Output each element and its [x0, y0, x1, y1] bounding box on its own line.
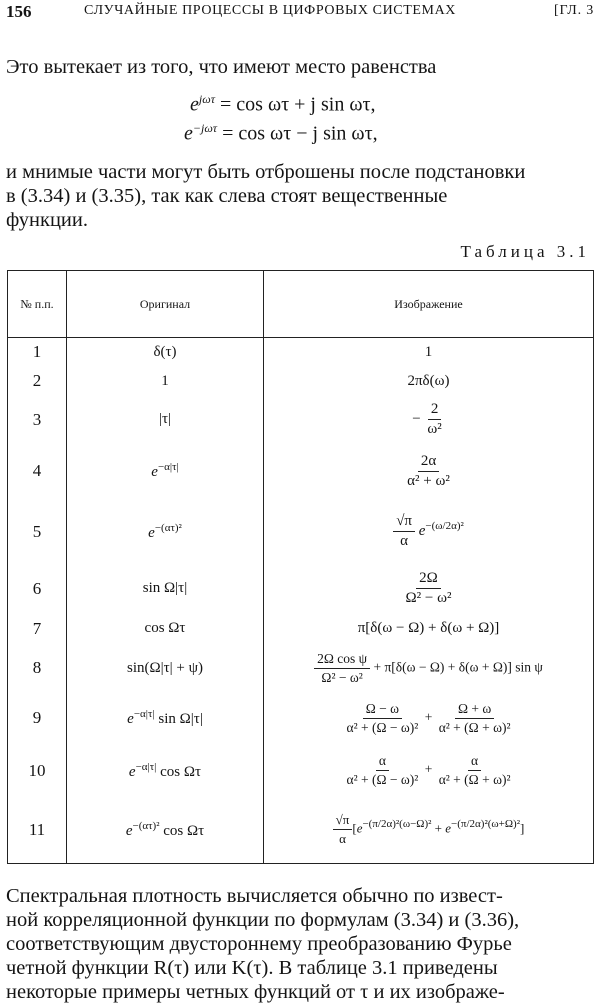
- p2-line-2: в (3.34) и (3.35), так как слева стоят вещественные: [6, 185, 448, 207]
- row-num: 4: [8, 444, 67, 498]
- running-title: СЛУЧАЙНЫЕ ПРОЦЕССЫ В ЦИФРОВЫХ СИСТЕМАХ: [84, 3, 457, 18]
- table-row: [8, 444, 594, 498]
- eq1-rhs: = cos ωτ + j sin ωτ,: [220, 93, 376, 116]
- row-original: sin Ω|τ|: [67, 565, 264, 613]
- header-image: Изображение: [264, 271, 594, 338]
- header-num: № п.п.: [8, 271, 67, 338]
- p2-line-3: функции.: [6, 209, 88, 231]
- row-original: sin(Ω|τ| + ψ): [67, 644, 264, 692]
- header-original: Оригинал: [67, 271, 264, 338]
- row-image: $\frac{√\pi}{\alpha}$ $[e^{-(\pi/2\alpha)^2(\omega-\Omega)^2} + e^{-(\pi/2\alpha)^2(\omega+\Omega)^2}]$: [264, 797, 594, 864]
- row-num: 8: [8, 644, 67, 692]
- eq1-exp: jωτ: [198, 92, 215, 106]
- row-original: $e^{-\alpha|\tau|}$: [67, 444, 264, 498]
- equation-1: [190, 92, 376, 117]
- row-num: 1: [8, 338, 67, 367]
- row-original: $e^{-\alpha|\tau|}$ sin Ω|τ|: [67, 692, 264, 744]
- eq1-base: e: [190, 93, 199, 116]
- row-original: 1: [67, 367, 264, 396]
- table-row: [8, 565, 594, 613]
- row-original: $e^{-(\alpha\tau)^2}$ cos Ωτ: [67, 797, 264, 864]
- chapter-label: [ГЛ. 3: [554, 3, 594, 18]
- p3-line-2: ной корреляционной функции по формулам (3.34) и (3.36),: [6, 909, 520, 931]
- row-image: $\frac{\text{2Ω cos ψ}}{\text{Ω² − ω²}}$ + π[δ(ω − Ω) + δ(ω + Ω)] sin ψ: [264, 644, 594, 692]
- row-num: 6: [8, 565, 67, 613]
- table-row: [8, 338, 594, 367]
- row-num: 3: [8, 396, 67, 444]
- table-row: [8, 498, 594, 565]
- p3-line-1: Спектральная плотность вычисляется обычно по извест-: [6, 885, 503, 907]
- row-original: $e^{-(\alpha\tau)^2}$: [67, 498, 264, 565]
- table-header-row: [8, 271, 594, 338]
- paragraph-3: [6, 884, 594, 1004]
- row-image: 2πδ(ω): [264, 367, 594, 396]
- row-original: |τ|: [67, 396, 264, 444]
- eq2-base: e: [184, 122, 193, 145]
- table-caption: Таблица 3.1: [460, 242, 590, 261]
- table-row: [8, 797, 594, 864]
- transform-table: [7, 270, 594, 864]
- p3-line-3: соответствующим двустороннему преобразованию Фурье: [6, 933, 512, 955]
- table-row: [8, 613, 594, 644]
- row-image: $\frac{\Omega - \omega}{\text{α² + (Ω − ω)²}}$ + $\frac{\Omega + \omega}{\text{α² + (Ω + ω)²}}$: [264, 692, 594, 744]
- row-original: $e^{-\alpha|\tau|}$ cos Ωτ: [67, 744, 264, 796]
- row-image: π[δ(ω − Ω) + δ(ω + Ω)]: [264, 613, 594, 644]
- row-image: $\frac{√\pi}{\alpha}$ $e^{-(\omega/2\alpha)^2}$: [264, 498, 594, 565]
- row-num: 5: [8, 498, 67, 565]
- paragraph-2: [6, 160, 594, 232]
- row-num: 10: [8, 744, 67, 796]
- table-row: [8, 692, 594, 744]
- page-header: [6, 0, 594, 30]
- row-num: 2: [8, 367, 67, 396]
- row-image: − $\frac{2}{\text{ω²}}$: [264, 396, 594, 444]
- intro-text: Это вытекает из того, что имеют место равенства: [6, 56, 437, 78]
- row-image: $\frac{\alpha}{\text{α² + (Ω − ω)²}}$ + $\frac{\alpha}{\text{α² + (Ω + ω)²}}$: [264, 744, 594, 796]
- table-row: [8, 744, 594, 796]
- row-original: δ(τ): [67, 338, 264, 367]
- eq2-exp: −jωτ: [192, 121, 218, 135]
- p3-line-4: четной функции R(τ) или K(τ). В таблице 3.1 приведены: [6, 957, 498, 979]
- table-row: [8, 644, 594, 692]
- eq2-rhs: = cos ωτ − j sin ωτ,: [222, 122, 378, 145]
- p3-line-5: некоторые примеры четных функций от τ и их изображе-: [6, 981, 505, 1003]
- row-image: $\frac{2\alpha}{\text{α² + ω²}}$: [264, 444, 594, 498]
- page-number: 156: [6, 2, 32, 21]
- row-num: 7: [8, 613, 67, 644]
- table-row: [8, 396, 594, 444]
- row-image: $\frac{2\Omega}{\text{Ω² − ω²}}$: [264, 565, 594, 613]
- row-num: 9: [8, 692, 67, 744]
- row-image: 1: [264, 338, 594, 367]
- row-original: cos Ωτ: [67, 613, 264, 644]
- equation-2: [184, 121, 378, 146]
- p2-line-1: и мнимые части могут быть отброшены после подстановки: [6, 161, 526, 183]
- table-row: [8, 367, 594, 396]
- row-num: 11: [8, 797, 67, 864]
